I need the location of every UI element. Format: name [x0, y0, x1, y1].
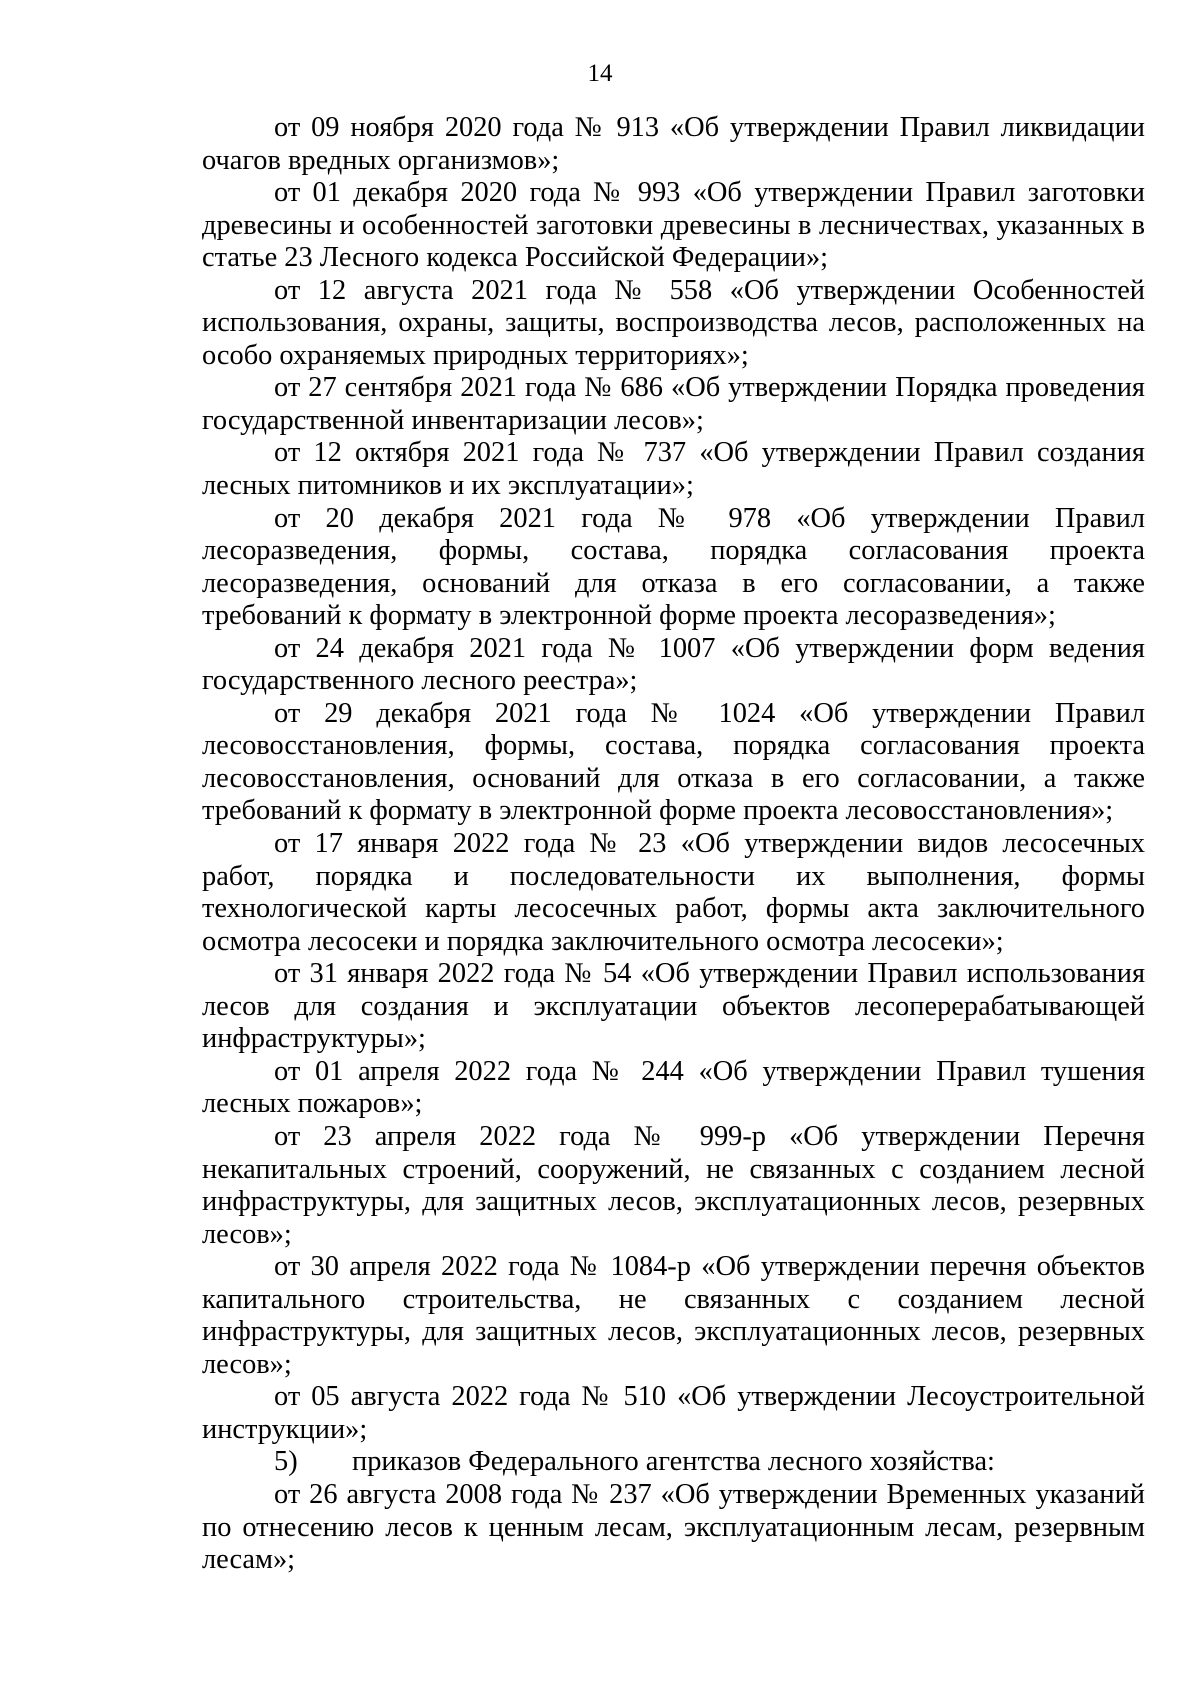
paragraph: от 31 января 2022 года № 54 «Об утверждении Правил использования лесов для создания и эксплуатации объектов лесоперерабатывающей инфраструктуры»; [202, 958, 1145, 1055]
paragraph: от 30 апреля 2022 года № 1084-р «Об утверждении перечня объектов капитального строительства, не связанных с созданием лесной инфраструктуры, для защитных лесов, эксплуатационных лесов, резервных лесов»; [202, 1251, 1145, 1380]
page-number: 14 [587, 60, 613, 87]
paragraph: от 12 октября 2021 года № 737 «Об утверждении Правил создания лесных питомников и их эксплуатации»; [202, 437, 1145, 502]
paragraph: от 27 сентября 2021 года № 686 «Об утверждении Порядка проведения государственной инвентаризации лесов»; [202, 372, 1145, 436]
paragraph: от 20 декабря 2021 года № 978 «Об утверждении Правил лесоразведения, формы, состава, порядка согласования проекта лесоразведения, оснований для отказа в его согласовании, а также требований к формату в электронной форме проекта лесоразведения»; [202, 502, 1145, 632]
list-item-text: приказов Федерального агентства лесного хозяйства: [352, 1446, 995, 1478]
paragraph: от 01 апреля 2022 года № 244 «Об утверждении Правил тушения лесных пожаров»; [202, 1055, 1145, 1120]
paragraph: от 01 декабря 2020 года № 993 «Об утверждении Правил заготовки древесины и особенностей заготовки древесины в лесничествах, указанных в статье 23 Лесного кодекса Российской Федерации»; [202, 177, 1145, 274]
paragraph: от 12 августа 2021 года № 558 «Об утверждении Особенностей использования, охраны, защиты, воспроизводства лесов, расположенных на особо охраняемых природных территориях»; [202, 274, 1145, 371]
paragraph: от 29 декабря 2021 года № 1024 «Об утверждении Правил лесовосстановления, формы, состава, порядка согласования проекта лесовосстановления, оснований для отказа в его согласовании, а также требований к формату в электронной форме проекта лесовосстановления»; [202, 697, 1145, 827]
paragraph: от 09 ноября 2020 года № 913 «Об утверждении Правил ликвидации очагов вредных организмов»; [202, 112, 1145, 176]
list-item-number: 5) [274, 1446, 298, 1478]
list-item [202, 1446, 1145, 1479]
paragraph: от 24 декабря 2021 года № 1007 «Об утверждении форм ведения государственного лесного реестра»; [202, 632, 1145, 697]
document-body [202, 112, 1145, 1577]
paragraph: от 26 августа 2008 года № 237 «Об утверждении Временных указаний по отнесению лесов к ценным лесам, эксплуатационным лесам, резервным лесам»; [202, 1478, 1145, 1576]
paragraph: от 17 января 2022 года № 23 «Об утверждении видов лесосечных работ, порядка и последовательности их выполнения, формы технологической карты лесосечных работ, формы акта заключительного осмотра лесосеки и порядка заключительного осмотра лесосеки»; [202, 828, 1145, 957]
paragraph: от 05 августа 2022 года № 510 «Об утверждении Лесоустроительной инструкции»; [202, 1381, 1145, 1445]
paragraph: от 23 апреля 2022 года № 999-р «Об утверждении Перечня некапитальных строений, сооружений, не связанных с созданием лесной инфраструктуры, для защитных лесов, эксплуатационных лесов, резервных лесов»; [202, 1120, 1145, 1250]
